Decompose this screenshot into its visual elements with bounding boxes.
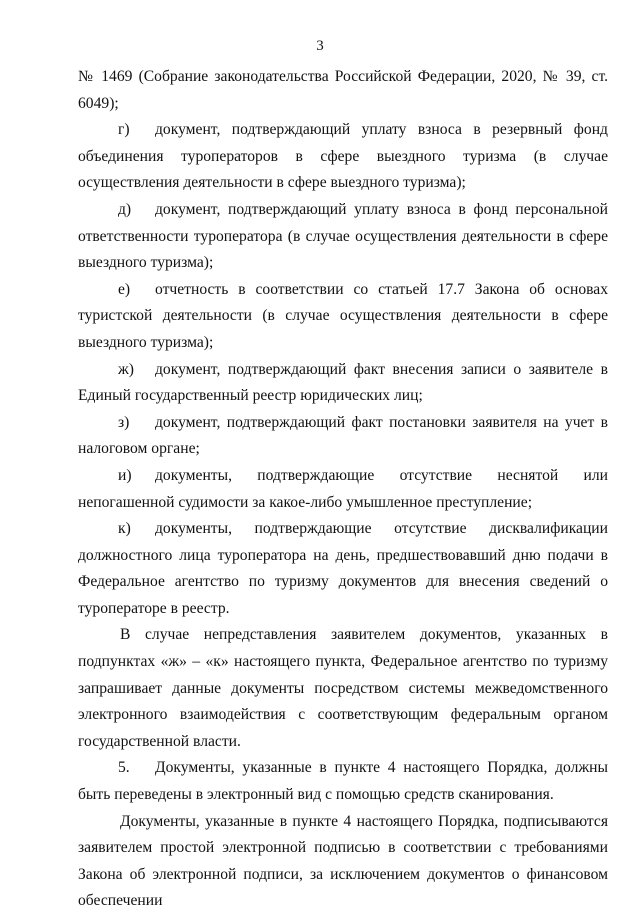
list-marker: ж): [118, 360, 134, 378]
page-number: 3: [316, 38, 324, 54]
document-body: [78, 64, 608, 915]
list-item-e: [78, 277, 608, 357]
list-item-text: документ, подтверждающий факт внесения записи о заявителе в Единый государственный реестр юридических лиц;: [78, 360, 608, 405]
list-item-5: [78, 755, 608, 808]
list-marker: г): [118, 121, 130, 139]
list-marker: е): [118, 280, 131, 298]
list-item-text: Документы, указанные в пункте 4 настоящего Порядка, должны быть переведены в электронный вид с помощью средств сканирования.: [78, 759, 608, 804]
list-item-text: отчетность в соответствии со статьей 17.7 Закона об основах туристской деятельности (в случае осуществления деятельности в сфере выездного туризма);: [78, 280, 608, 351]
list-marker: к): [118, 520, 131, 538]
list-item-g: [78, 117, 608, 197]
list-item-text: документы, подтверждающие отсутствие дисквалификации должностного лица туроператора на день, предшествовавший дню подачи в Федеральное агентство по туризму документов для внесения сведений о туроператоре в реестр.: [78, 520, 608, 617]
list-marker: 5.: [118, 759, 130, 777]
list-marker: д): [118, 200, 132, 218]
paragraph-nonsubmission: В случае непредставления заявителем документов, указанных в подпунктах «ж» – «к» настоящего пункта, Федеральное агентство по туризму запрашивает данные документы посредством системы межведомственного электронного взаимодействия с соответствующим федеральным органом государственной власти.: [78, 626, 608, 750]
list-item-z: [78, 410, 608, 463]
list-item-d: [78, 197, 608, 277]
list-item-i: [78, 463, 608, 516]
paragraph-continuation: № 1469 (Собрание законодательства Российской Федерации, 2020, № 39, ст. 6049);: [78, 68, 608, 112]
list-item-zh: [78, 357, 608, 410]
paragraph-signature: Документы, указанные в пункте 4 настоящего Порядка, подписываются заявителем простой электронной подписью в соответствии с требованиями Закона об электронной подписи, за исключением документов о финансовом обеспечении: [78, 812, 608, 910]
list-item-k: [78, 516, 608, 622]
list-item-text: документы, подтверждающие отсутствие неснятой или непогашенной судимости за какое-либо умышленное преступление;: [78, 466, 608, 511]
list-item-text: документ, подтверждающий факт постановки заявителя на учет в налоговом органе;: [78, 413, 608, 458]
list-item-text: документ, подтверждающий уплату взноса в резервный фонд объединения туроператоров в сфере выездного туризма (в случае осуществления деятельности в сфере выездного туризма);: [78, 121, 608, 192]
list-marker: з): [118, 413, 130, 431]
list-item-text: документ, подтверждающий уплату взноса в фонд персональной ответственности туроператора (в случае осуществления деятельности в сфере выездного туризма);: [78, 200, 608, 272]
list-marker: и): [118, 466, 132, 484]
